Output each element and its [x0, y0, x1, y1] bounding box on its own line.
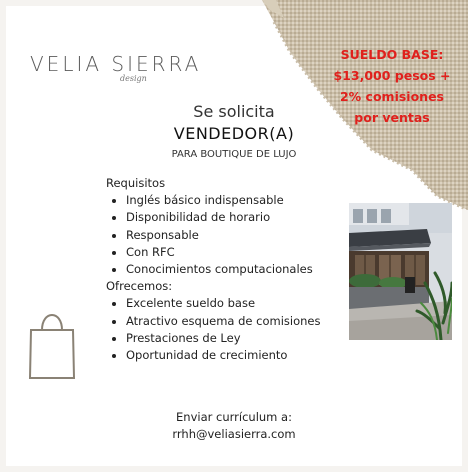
- brand-tagline: design: [120, 74, 147, 83]
- contact-email[interactable]: rrhh@veliasierra.com: [172, 427, 296, 441]
- list-item: • Conocimientos computacionales: [126, 261, 320, 278]
- requirements-heading: Requisitos: [106, 176, 166, 190]
- shopping-bag-icon: [28, 304, 76, 380]
- list-item: • Excelente sueldo base: [126, 295, 320, 312]
- job-details: [106, 175, 320, 364]
- headline-intro: Se solicita: [193, 102, 275, 121]
- offers-list: [106, 295, 320, 364]
- list-item: • Disponibilidad de horario: [126, 209, 320, 226]
- list-item: • Atractivo esquema de comisiones: [126, 313, 320, 330]
- offers-heading: Ofrecemos:: [106, 279, 173, 294]
- headline-subtitle: PARA BOUTIQUE DE LUJO: [171, 149, 297, 160]
- brand-logo: [30, 52, 202, 83]
- list-item: • Responsable: [126, 227, 320, 244]
- contact-info: [0, 409, 468, 443]
- storefront-photo: [349, 203, 452, 340]
- salary-line-1: SUELDO BASE:: [340, 47, 444, 62]
- requirements-list: [106, 192, 320, 278]
- salary-line-3: 2% comisiones: [339, 89, 444, 104]
- salary-line-4: por ventas: [354, 110, 430, 125]
- list-item: • Oportunidad de crecimiento: [126, 347, 320, 364]
- contact-label: Enviar currículum a:: [176, 410, 292, 424]
- list-item: • Con RFC: [126, 244, 320, 261]
- salary-line-2: $13,000 pesos +: [333, 68, 451, 83]
- list-item: • Inglés básico indispensable: [126, 192, 320, 209]
- list-item: • Prestaciones de Ley: [126, 330, 320, 347]
- brand-name: VELIA SIERRA: [30, 52, 202, 76]
- headline-position: VENDEDOR(A): [173, 124, 295, 143]
